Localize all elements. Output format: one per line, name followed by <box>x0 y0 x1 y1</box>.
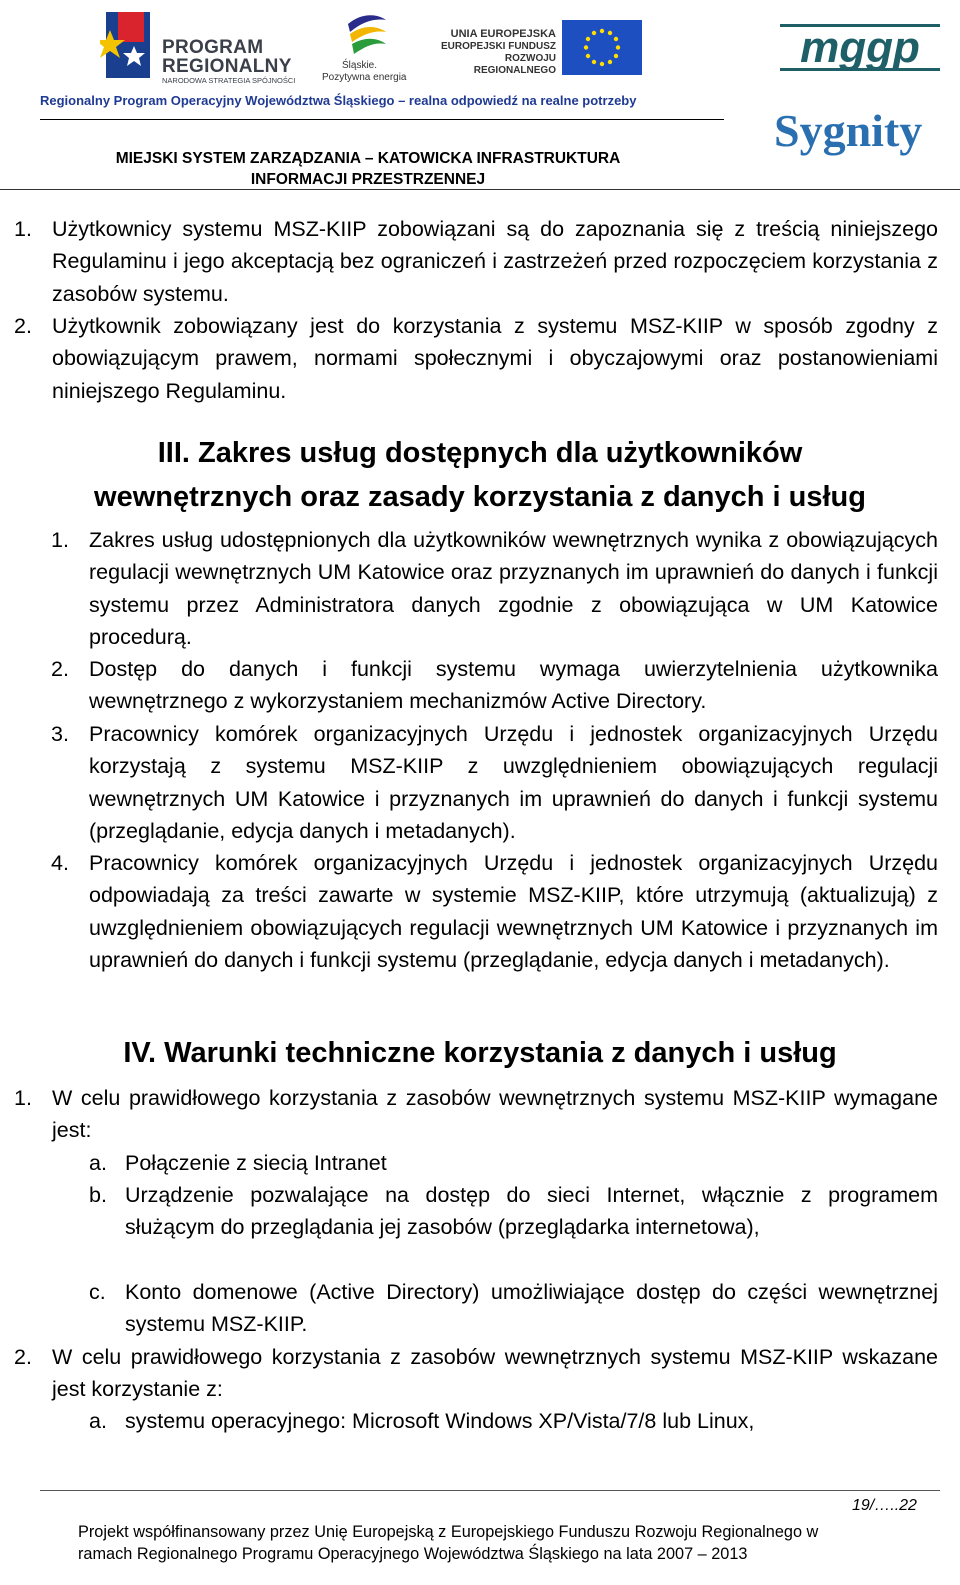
list-text: Użytkownik zobowiązany jest do korzystania z systemu MSZ-KIIP w sposób zgodny z obowiązującym prawem, normami społecznymi i obyczajowymi oraz postanowieniami niniejszego Regulaminu. <box>52 314 938 403</box>
slaskie-logo-line2: Pozytywna energia <box>322 72 407 83</box>
system-title <box>40 148 696 190</box>
list-number: 2. <box>14 1345 32 1369</box>
list-item <box>14 213 938 310</box>
section-heading <box>20 431 940 519</box>
mggp-logo <box>776 20 944 76</box>
eu-logo-line3: ROZWOJU REGIONALNEGO <box>473 53 556 76</box>
slaskie-logo-line1: Śląskie. <box>342 60 378 71</box>
list-item <box>51 847 938 976</box>
header-divider <box>40 119 724 120</box>
sub-list-letter: a. <box>89 1409 107 1433</box>
program-logo-line3: NARODOWA STRATEGIA SPÓJNOŚCI <box>162 76 296 85</box>
list-item <box>14 310 938 407</box>
list-item <box>14 1082 938 1147</box>
list-item <box>14 1341 938 1406</box>
section-heading-line2: wewnętrznych oraz zasady korzystania z danych i usług <box>94 481 866 513</box>
list-number: 3. <box>51 722 69 746</box>
sub-list-item <box>89 1147 938 1179</box>
list-number: 1. <box>51 528 69 552</box>
program-slogan: Regionalny Program Operacyjny Województwa Śląskiego – realna odpowiedź na realne potrzeby <box>40 93 637 108</box>
list-text: W celu prawidłowego korzystania z zasobów wewnętrznych systemu MSZ-KIIP wymagane jest: <box>52 1086 938 1143</box>
list-text: Zakres usług udostępnionych dla użytkowników wewnętrznych wynika z obowiązujących regulacji wewnętrznych UM Katowice oraz przyznanych im uprawnień do danych i funkcji systemu przez Administratora danych zgodnie z obowiązująca w UM Katowice procedurą. <box>89 528 938 649</box>
svg-text:mggp: mggp <box>800 23 920 72</box>
slaskie-logo <box>322 10 412 82</box>
program-logo-line2: REGIONALNY <box>162 56 292 77</box>
document-header <box>0 0 960 195</box>
eu-fund-logo <box>422 20 644 80</box>
system-title-line1: MIEJSKI SYSTEM ZARZĄDZANIA – KATOWICKA INFRASTRUKTURA <box>115 150 621 167</box>
sub-list-item <box>89 1276 938 1341</box>
sygnity-logo <box>772 102 948 160</box>
eu-logo-line2: EUROPEJSKI FUNDUSZ <box>440 41 556 52</box>
list-item <box>51 524 938 653</box>
list-text: Pracownicy komórek organizacyjnych Urzędu i jednostek organizacyjnych Urzędu odpowiadają za treści zawarte w systemie MSZ-KIIP, które utrzymują (aktualizują) z uwzględnieniem obowiązujących regulacji wewnętrznych UM Katowice i przyznanych im uprawnień do danych i funkcji systemu (przeglądanie, edycja danych i metadanych). <box>89 851 938 972</box>
list-number: 4. <box>51 851 69 875</box>
sub-list-text: systemu operacyjnego: Microsoft Windows XP/Vista/7/8 lub Linux, <box>125 1409 755 1433</box>
list-number: 1. <box>14 1086 32 1110</box>
footer-line1: Projekt współfinansowany przez Unię Europejską z Europejskiego Funduszu Rozwoju Regionalnego w <box>78 1523 819 1541</box>
header-bottom-rule <box>0 189 960 190</box>
list-item <box>51 653 938 718</box>
sygnity-wordmark-icon <box>772 102 948 160</box>
list-text: W celu prawidłowego korzystania z zasobów wewnętrznych systemu MSZ-KIIP wskazane jest korzystanie z: <box>52 1345 938 1402</box>
list-item <box>51 718 938 847</box>
program-logo-line1: PROGRAM <box>162 37 264 58</box>
mggp-wordmark-icon <box>776 20 944 76</box>
program-regionalny-emblem-icon <box>100 10 156 80</box>
sub-list-letter: c. <box>89 1280 106 1304</box>
sub-list-text: Połączenie z siecią Intranet <box>125 1151 387 1175</box>
footer-divider <box>40 1490 940 1491</box>
list-number: 1. <box>14 217 32 241</box>
page-number: 19/…..22 <box>852 1497 917 1514</box>
list-text: Pracownicy komórek organizacyjnych Urzędu i jednostek organizacyjnych Urzędu korzystają z systemu MSZ-KIIP z uwzględnieniem obowiązujących regulacji wewnętrznych UM Katowice i przyznanych im uprawnień do danych i funkcji systemu (przeglądanie, edycja danych i metadanych). <box>89 722 938 843</box>
eu-logo-line1: UNIA EUROPEJSKA <box>450 28 556 40</box>
list-text: Dostęp do danych i funkcji systemu wymaga uwierzytelnienia użytkownika wewnętrznego z wykorzystaniem mechanizmów Active Directory. <box>89 657 938 714</box>
program-regionalny-logo <box>100 10 310 85</box>
sub-list-text: Konto domenowe (Active Directory) umożliwiające dostęp do części wewnętrznej systemu MSZ-KIIP. <box>125 1280 938 1337</box>
sub-list-item <box>89 1179 938 1244</box>
sub-list-letter: a. <box>89 1151 107 1175</box>
section-heading: IV. Warunki techniczne korzystania z danych i usług <box>123 1037 837 1069</box>
slaskie-swoosh-icon <box>344 10 390 58</box>
sub-list-letter: b. <box>89 1183 107 1207</box>
svg-text:Sygnity: Sygnity <box>774 105 923 156</box>
system-title-line2: INFORMACJI PRZESTRZENNEJ <box>250 171 486 188</box>
footer-text <box>78 1521 908 1565</box>
section-heading-line1: III. Zakres usług dostępnych dla użytkowników <box>157 437 803 469</box>
sub-list-text: Urządzenie pozwalające na dostęp do sieci Internet, włącznie z programem służącym do przeglądania jej zasobów (przeglądarka internetowa), <box>125 1183 938 1240</box>
footer-line2: ramach Regionalnego Programu Operacyjnego Województwa Śląskiego na lata 2007 – 2013 <box>78 1545 748 1563</box>
eu-flag-icon <box>562 20 642 75</box>
list-number: 2. <box>51 657 69 681</box>
list-text: Użytkownicy systemu MSZ-KIIP zobowiązani są do zapoznania się z treścią niniejszego Regulaminu i jego akceptacją bez ograniczeń i zastrzeżeń przed rozpoczęciem korzystania z zasobów systemu. <box>52 217 938 306</box>
list-number: 2. <box>14 314 32 338</box>
sub-list-item <box>89 1405 938 1437</box>
